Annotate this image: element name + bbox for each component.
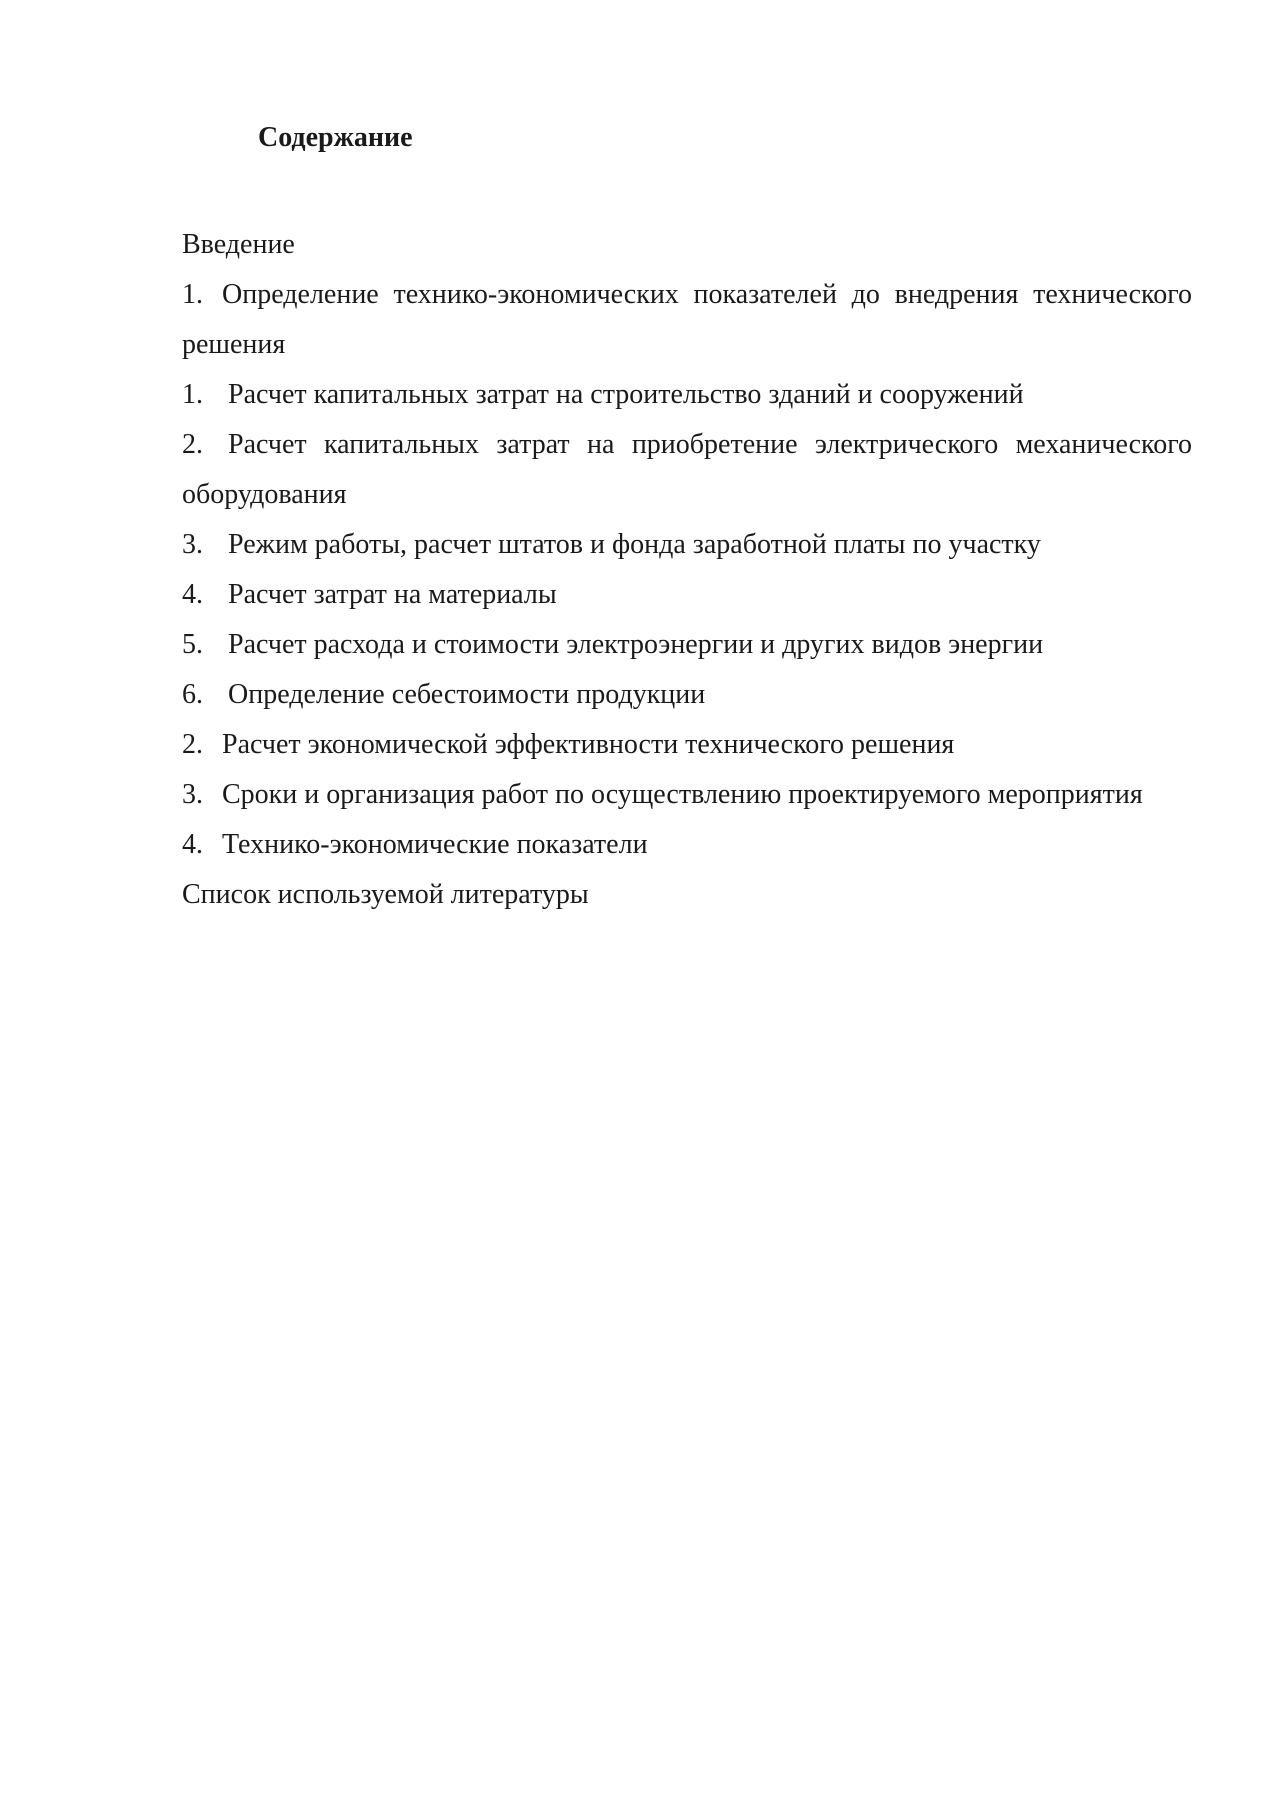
toc-entry-section-1	[182, 270, 1192, 370]
toc-entry-number: 2.	[182, 429, 203, 460]
toc-entry-text: Определение технико-экономических показателей до внедрения технического решения	[182, 279, 1192, 360]
toc-entry-number: 1.	[182, 279, 203, 310]
toc-entry-subsection-1-3	[182, 520, 1192, 570]
toc-entry-number: 5.	[182, 629, 203, 660]
toc-entry-number: 3.	[182, 529, 203, 560]
toc-entry-subsection-1-1	[182, 370, 1192, 420]
toc-entry-subsection-1-4	[182, 570, 1192, 620]
toc-entry-text: Сроки и организация работ по осуществлению проектируемого мероприятия	[222, 779, 1143, 810]
toc-entry-text: Режим работы, расчет штатов и фонда заработной платы по участку	[228, 529, 1041, 560]
toc-entry-number: 2.	[182, 729, 203, 760]
toc-entry-subsection-1-2	[182, 420, 1192, 520]
toc-entry-introduction	[182, 220, 1192, 270]
toc-entry-text: Введение	[182, 229, 295, 260]
toc-entry-number: 4.	[182, 579, 203, 610]
table-of-contents	[182, 220, 1192, 920]
toc-entry-subsection-1-5	[182, 620, 1192, 670]
toc-entry-references	[182, 870, 1192, 920]
toc-entry-text: Определение себестоимости продукции	[228, 679, 706, 710]
toc-entry-text: Расчет капитальных затрат на приобретение электрического механического оборудования	[182, 429, 1192, 510]
toc-entry-number: 4.	[182, 829, 203, 860]
toc-entry-text: Список используемой литературы	[182, 879, 589, 910]
toc-entry-text: Расчет затрат на материалы	[228, 579, 557, 610]
toc-entry-section-3	[182, 770, 1192, 820]
toc-entry-text: Расчет экономической эффективности технического решения	[222, 729, 955, 760]
toc-entry-number: 1.	[182, 379, 203, 410]
toc-entry-number: 6.	[182, 679, 203, 710]
toc-entry-section-2	[182, 720, 1192, 770]
toc-entry-text: Технико-экономические показатели	[222, 829, 648, 860]
toc-entry-subsection-1-6	[182, 670, 1192, 720]
toc-entry-section-4	[182, 820, 1192, 870]
toc-entry-text: Расчет капитальных затрат на строительство зданий и сооружений	[228, 379, 1024, 410]
page-title: Содержание	[258, 122, 413, 153]
toc-entry-number: 3.	[182, 779, 203, 810]
toc-entry-text: Расчет расхода и стоимости электроэнергии и других видов энергии	[228, 629, 1044, 660]
